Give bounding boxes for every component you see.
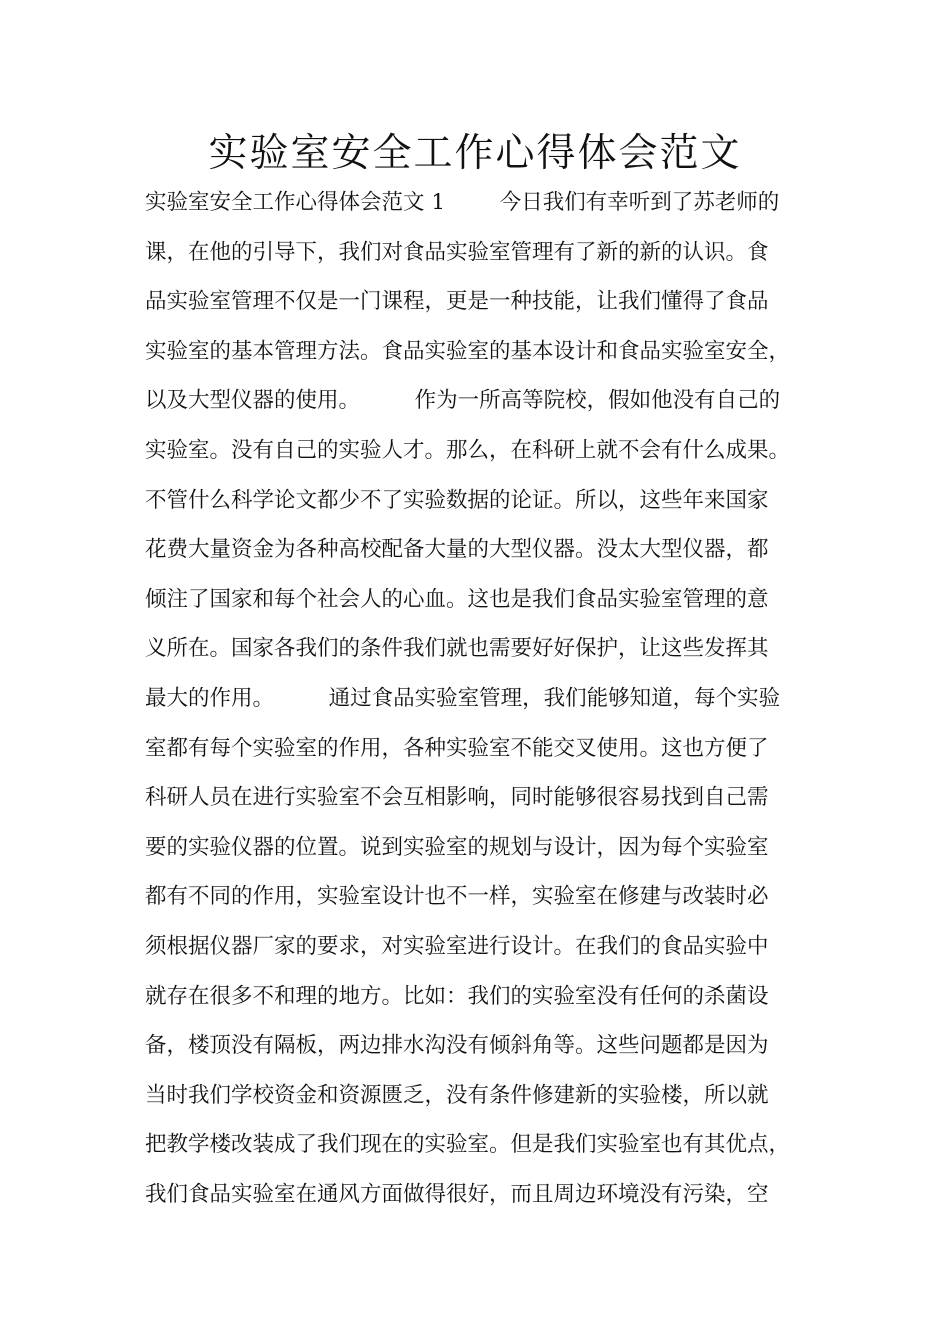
body-line: 当时我们学校资金和资源匮乏，没有条件修建新的实验楼，所以就 [145, 1082, 769, 1108]
body-line: 义所在。国家各我们的条件我们就也需要好好保护，让这些发挥其 [145, 636, 769, 662]
body-line: 实验室的基本管理方法。食品实验室的基本设计和食品实验室安全， [145, 338, 791, 364]
body-line: 就存在很多不和理的地方。比如：我们的实验室没有任何的杀菌设 [145, 983, 769, 1009]
body-line: 倾注了国家和每个社会人的心血。这也是我们食品实验室管理的意 [145, 586, 769, 612]
body-line: 须根据仪器厂家的要求，对实验室进行设计。在我们的食品实验中 [145, 933, 769, 959]
body-line: 课，在他的引导下，我们对食品实验室管理有了新的新的认识。食 [145, 239, 769, 265]
body-line: 科研人员在进行实验室不会互相影响，同时能够很容易找到自己需 [145, 785, 769, 811]
body-line: 要的实验仪器的位置。说到实验室的规划与设计，因为每个实验室 [145, 834, 769, 860]
body-line: 品实验室管理不仅是一门课程，更是一种技能，让我们懂得了食品 [145, 289, 769, 315]
body-line: 室都有每个实验室的作用，各种实验室不能交叉使用。这也方便了 [145, 735, 769, 761]
body-line: 我们食品实验室在通风方面做得很好，而且周边环境没有污染，空 [145, 1181, 769, 1207]
body-line: 都有不同的作用，实验室设计也不一样，实验室在修建与改装时必 [145, 884, 769, 910]
body-line: 花费大量资金为各种高校配备大量的大型仪器。没太大型仪器，都 [145, 537, 769, 563]
body-line: 把教学楼改装成了我们现在的实验室。但是我们实验室也有其优点， [145, 1132, 791, 1158]
body-line: 实验室。没有自己的实验人才。那么，在科研上就不会有什么成果。 [145, 437, 791, 463]
document-body [145, 178, 835, 1219]
body-line: 以及大型仪器的使用。 作为一所高等院校，假如他没有自己的 [145, 388, 781, 414]
body-line: 实验室安全工作心得体会范文 1 今日我们有幸听到了苏老师的 [145, 190, 780, 215]
body-line: 最大的作用。 通过食品实验室管理，我们能够知道，每个实验 [145, 685, 781, 711]
body-line: 不管什么科学论文都少不了实验数据的论证。所以，这些年来国家 [145, 487, 769, 513]
document-title: 实验室安全工作心得体会范文 [208, 131, 742, 176]
body-line: 备，楼顶没有隔板，两边排水沟没有倾斜角等。这些问题都是因为 [145, 1033, 769, 1059]
